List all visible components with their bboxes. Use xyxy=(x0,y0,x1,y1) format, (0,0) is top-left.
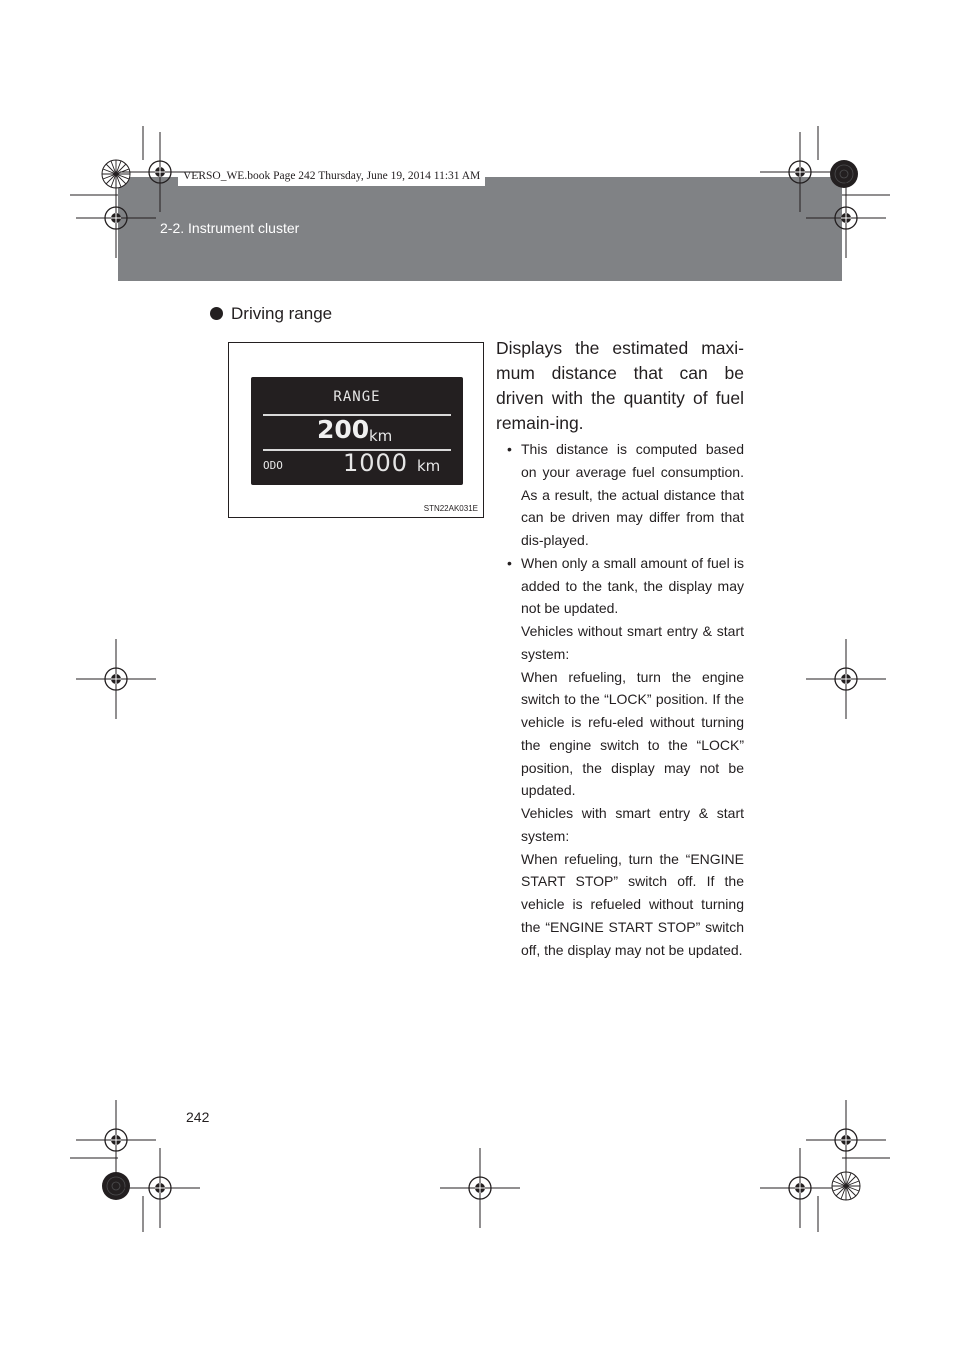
sub-note-label: Vehicles with smart entry & start system: xyxy=(521,805,744,844)
section-title: 2-2. Instrument cluster xyxy=(160,220,300,236)
figure-code: STN22AK031E xyxy=(423,504,478,513)
heading-text: Driving range xyxy=(231,304,333,323)
screen-title: RANGE xyxy=(333,389,381,405)
odo-value: 1000 xyxy=(343,449,409,477)
range-value: 200 xyxy=(317,415,370,444)
odo-unit: km xyxy=(417,457,441,475)
bullet-dot-icon: • xyxy=(507,441,512,457)
range-unit: km xyxy=(369,427,393,445)
book-stamp: VERSO_WE.book Page 242 Thursday, June 19, 2014 11:31 AM xyxy=(178,166,485,186)
odo-label: ODO xyxy=(263,459,283,472)
page-number: 242 xyxy=(186,1109,210,1125)
sub-note-text: When refueling, turn the “ENGINE START STOP” switch off. If the vehicle is refueled without turning the “ENGINE START STOP” switch off, the display may not be updated. xyxy=(521,850,744,958)
note-text: When only a small amount of fuel is added to the tank, the display may not be updated. xyxy=(521,554,744,617)
sub-note-text: When refueling, turn the engine switch to the “LOCK” position. If the vehicle is refu-eled without turning the engine switch to the “LOCK” position, the display may not be updated. xyxy=(521,668,744,799)
bullet-dot-icon: • xyxy=(507,554,512,571)
sub-note-label: Vehicles without smart entry & start system: xyxy=(521,623,744,662)
body-paragraph: Displays the estimated maxi-mum distance that can be driven with the quantity of fuel remain-ing. xyxy=(496,338,744,433)
note-text: This distance is computed based on your average fuel consumption. As a result, the actual distance that can be driven may differ from that dis-played. xyxy=(521,441,744,548)
